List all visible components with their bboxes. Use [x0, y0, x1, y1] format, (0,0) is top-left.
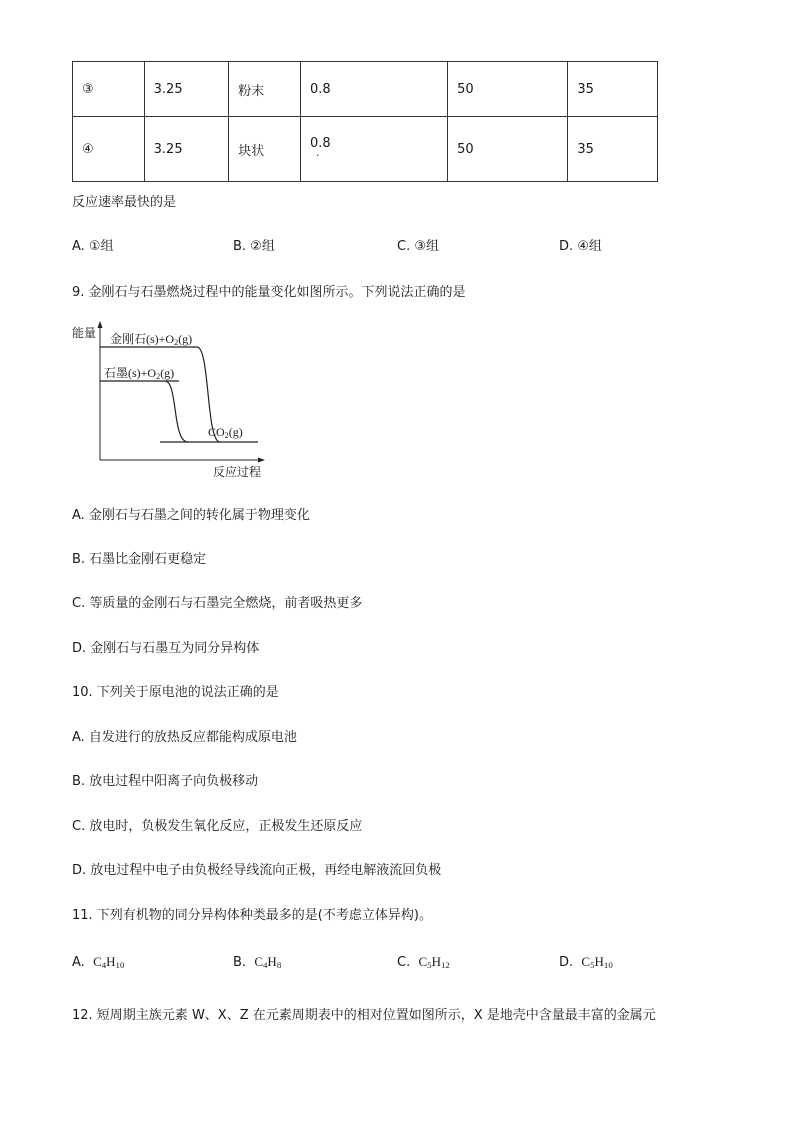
- option-letter: B.: [233, 955, 247, 970]
- co2-label-sub: 2: [224, 431, 229, 441]
- q10-option-a: A. 自发进行的放热反应都能构成原电池: [72, 730, 297, 745]
- table-cell: 3.25: [144, 62, 229, 117]
- formula-subscript: 10: [603, 960, 613, 971]
- q9-option-b: B. 石墨比金刚石更稳定: [72, 552, 207, 567]
- option-letter: C.: [397, 955, 411, 970]
- diamond-label: [110, 330, 192, 347]
- x-axis-arrow-icon: [258, 458, 265, 463]
- formula: [418, 954, 449, 969]
- diamond-label-text: 金刚石(s)+O: [110, 332, 175, 346]
- q8-option-a: A. ①组: [72, 239, 114, 254]
- table-cell: 3.25: [144, 117, 229, 182]
- formula-element: C: [581, 954, 591, 969]
- table-cell: 0.8: [300, 62, 447, 117]
- table-cell: 块状: [229, 117, 301, 182]
- q9-option-a: A. 金刚石与石墨之间的转化属于物理变化: [72, 508, 310, 523]
- q10-option-d: D. 放电过程中电子由负极经导线流向正极，再经电解液流回负极: [72, 863, 442, 878]
- q10-stem: 10. 下列关于原电池的说法正确的是: [72, 685, 279, 700]
- formula-element: C: [254, 954, 263, 969]
- q11-option-b: [233, 954, 281, 970]
- q12-stem: 12. 短周期主族元素 W、X、Z 在元素周期表中的相对位置如图所示，X 是地壳中含量最丰富的金属元: [72, 1008, 656, 1023]
- formula-element: H: [431, 954, 441, 969]
- y-axis-arrow-icon: [98, 321, 103, 328]
- graphite-label: [104, 364, 174, 381]
- table-cell: ③: [73, 62, 145, 117]
- co2-label-text: CO: [208, 425, 225, 439]
- formula-element: H: [594, 954, 604, 969]
- formula-subscript: 12: [440, 960, 450, 971]
- formula-element: C: [93, 954, 102, 969]
- q9-option-c: C. 等质量的金刚石与石墨完全燃烧，前者吸热更多: [72, 596, 363, 611]
- graphite-label-text: 石墨(s)+O: [104, 366, 157, 380]
- q11-option-c: [397, 954, 450, 970]
- formula-subscript: 4: [263, 960, 268, 971]
- table-row: [73, 62, 658, 117]
- co2-label-state: (g): [228, 425, 243, 439]
- formula: [93, 954, 124, 969]
- q8-option-c: C. ③组: [397, 239, 439, 254]
- formula: [254, 954, 281, 969]
- diamond-label-sub: 2: [174, 338, 179, 348]
- q9-option-d: D. 金刚石与石墨互为同分异构体: [72, 641, 260, 656]
- formula-subscript: 10: [115, 960, 125, 971]
- q10-option-c: C. 放电时，负极发生氧化反应，正极发生还原反应: [72, 819, 363, 834]
- formula-element: H: [106, 954, 116, 969]
- q10-option-b: B. 放电过程中阳离子向负极移动: [72, 774, 259, 789]
- q8-option-d: D. ④组: [559, 239, 602, 254]
- formula: [581, 954, 612, 969]
- graphite-label-state: (g): [160, 366, 175, 380]
- energy-diagram: [70, 318, 270, 480]
- diamond-label-state: (g): [178, 332, 193, 346]
- q11-option-a: [72, 954, 124, 970]
- co2-label: [208, 425, 243, 440]
- table-cell-text: 0.8 .: [310, 136, 331, 151]
- formula-element: C: [418, 954, 428, 969]
- q11-stem: 11. 下列有机物的同分异构体种类最多的是(不考虑立体异构)。: [72, 908, 432, 923]
- graphite-curve: [165, 381, 188, 442]
- graphite-label-sub: 2: [156, 372, 161, 382]
- q11-option-d: [559, 954, 613, 970]
- experiment-table: [72, 61, 658, 182]
- table-cell: 35: [568, 117, 658, 182]
- option-letter: D.: [559, 955, 574, 970]
- x-axis-label: 反应过程: [213, 465, 262, 479]
- table-cell: ④: [73, 117, 145, 182]
- formula-subscript: 8: [276, 960, 282, 971]
- formula-subscript: 5: [590, 960, 595, 971]
- y-axis-label: 能量: [72, 326, 97, 340]
- option-letter: A.: [72, 955, 85, 970]
- q8-stem: 反应速率最快的是: [72, 195, 177, 210]
- table-cell: 50: [448, 117, 568, 182]
- table-cell: 粉末: [229, 62, 301, 117]
- table-row: [73, 117, 658, 182]
- table-cell: [300, 117, 447, 182]
- formula-subscript: 4: [101, 960, 107, 971]
- q9-stem: 9. 金刚石与石墨燃烧过程中的能量变化如图所示。下列说法正确的是: [72, 285, 466, 300]
- table-cell: 50: [448, 62, 568, 117]
- formula-subscript: 5: [427, 960, 432, 971]
- formula-element: H: [267, 954, 277, 969]
- q8-option-b: B. ②组: [233, 239, 275, 254]
- table-cell: 35: [568, 62, 658, 117]
